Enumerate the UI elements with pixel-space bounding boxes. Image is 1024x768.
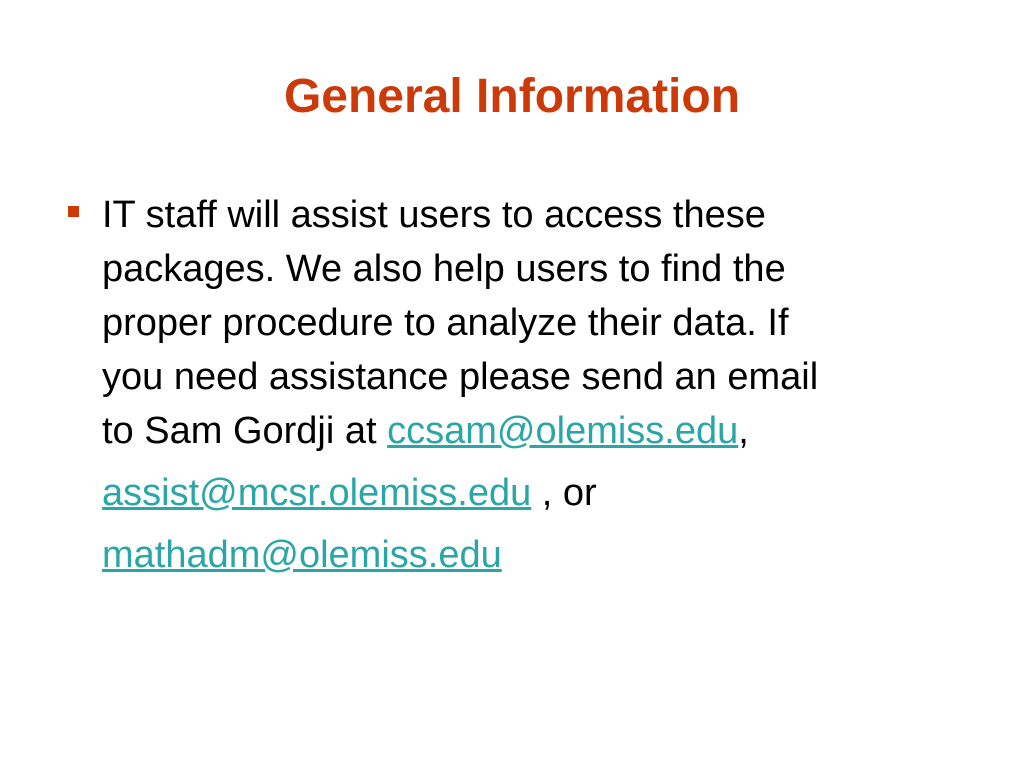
email-link-ccsam[interactable]: ccsam@olemiss.edu <box>387 410 739 452</box>
email-link-mathadm[interactable]: mathadm@olemiss.edu <box>102 534 502 576</box>
bullet-line-5 <box>102 404 980 458</box>
bullet-line-3: proper procedure to analyze their data. If <box>102 302 789 344</box>
bullet-line-5-text: to Sam Gordji at <box>102 410 388 452</box>
slide-title: General Information <box>283 70 741 123</box>
or-separator: , or <box>531 472 597 514</box>
bullet-line-1: IT staff will assist users to access these <box>102 194 766 236</box>
slide-body <box>60 188 980 582</box>
comma-separator: , <box>738 410 749 452</box>
bullet-item <box>60 188 980 582</box>
email-link-assist[interactable]: assist@mcsr.olemiss.edu <box>102 472 532 514</box>
square-bullet-icon <box>68 206 79 217</box>
bullet-line-4: you need assistance please send an email <box>102 356 819 398</box>
bullet-line-7 <box>102 528 980 582</box>
bullet-line-6 <box>102 466 980 520</box>
bullet-line-2: packages. We also help users to find the <box>102 248 786 290</box>
